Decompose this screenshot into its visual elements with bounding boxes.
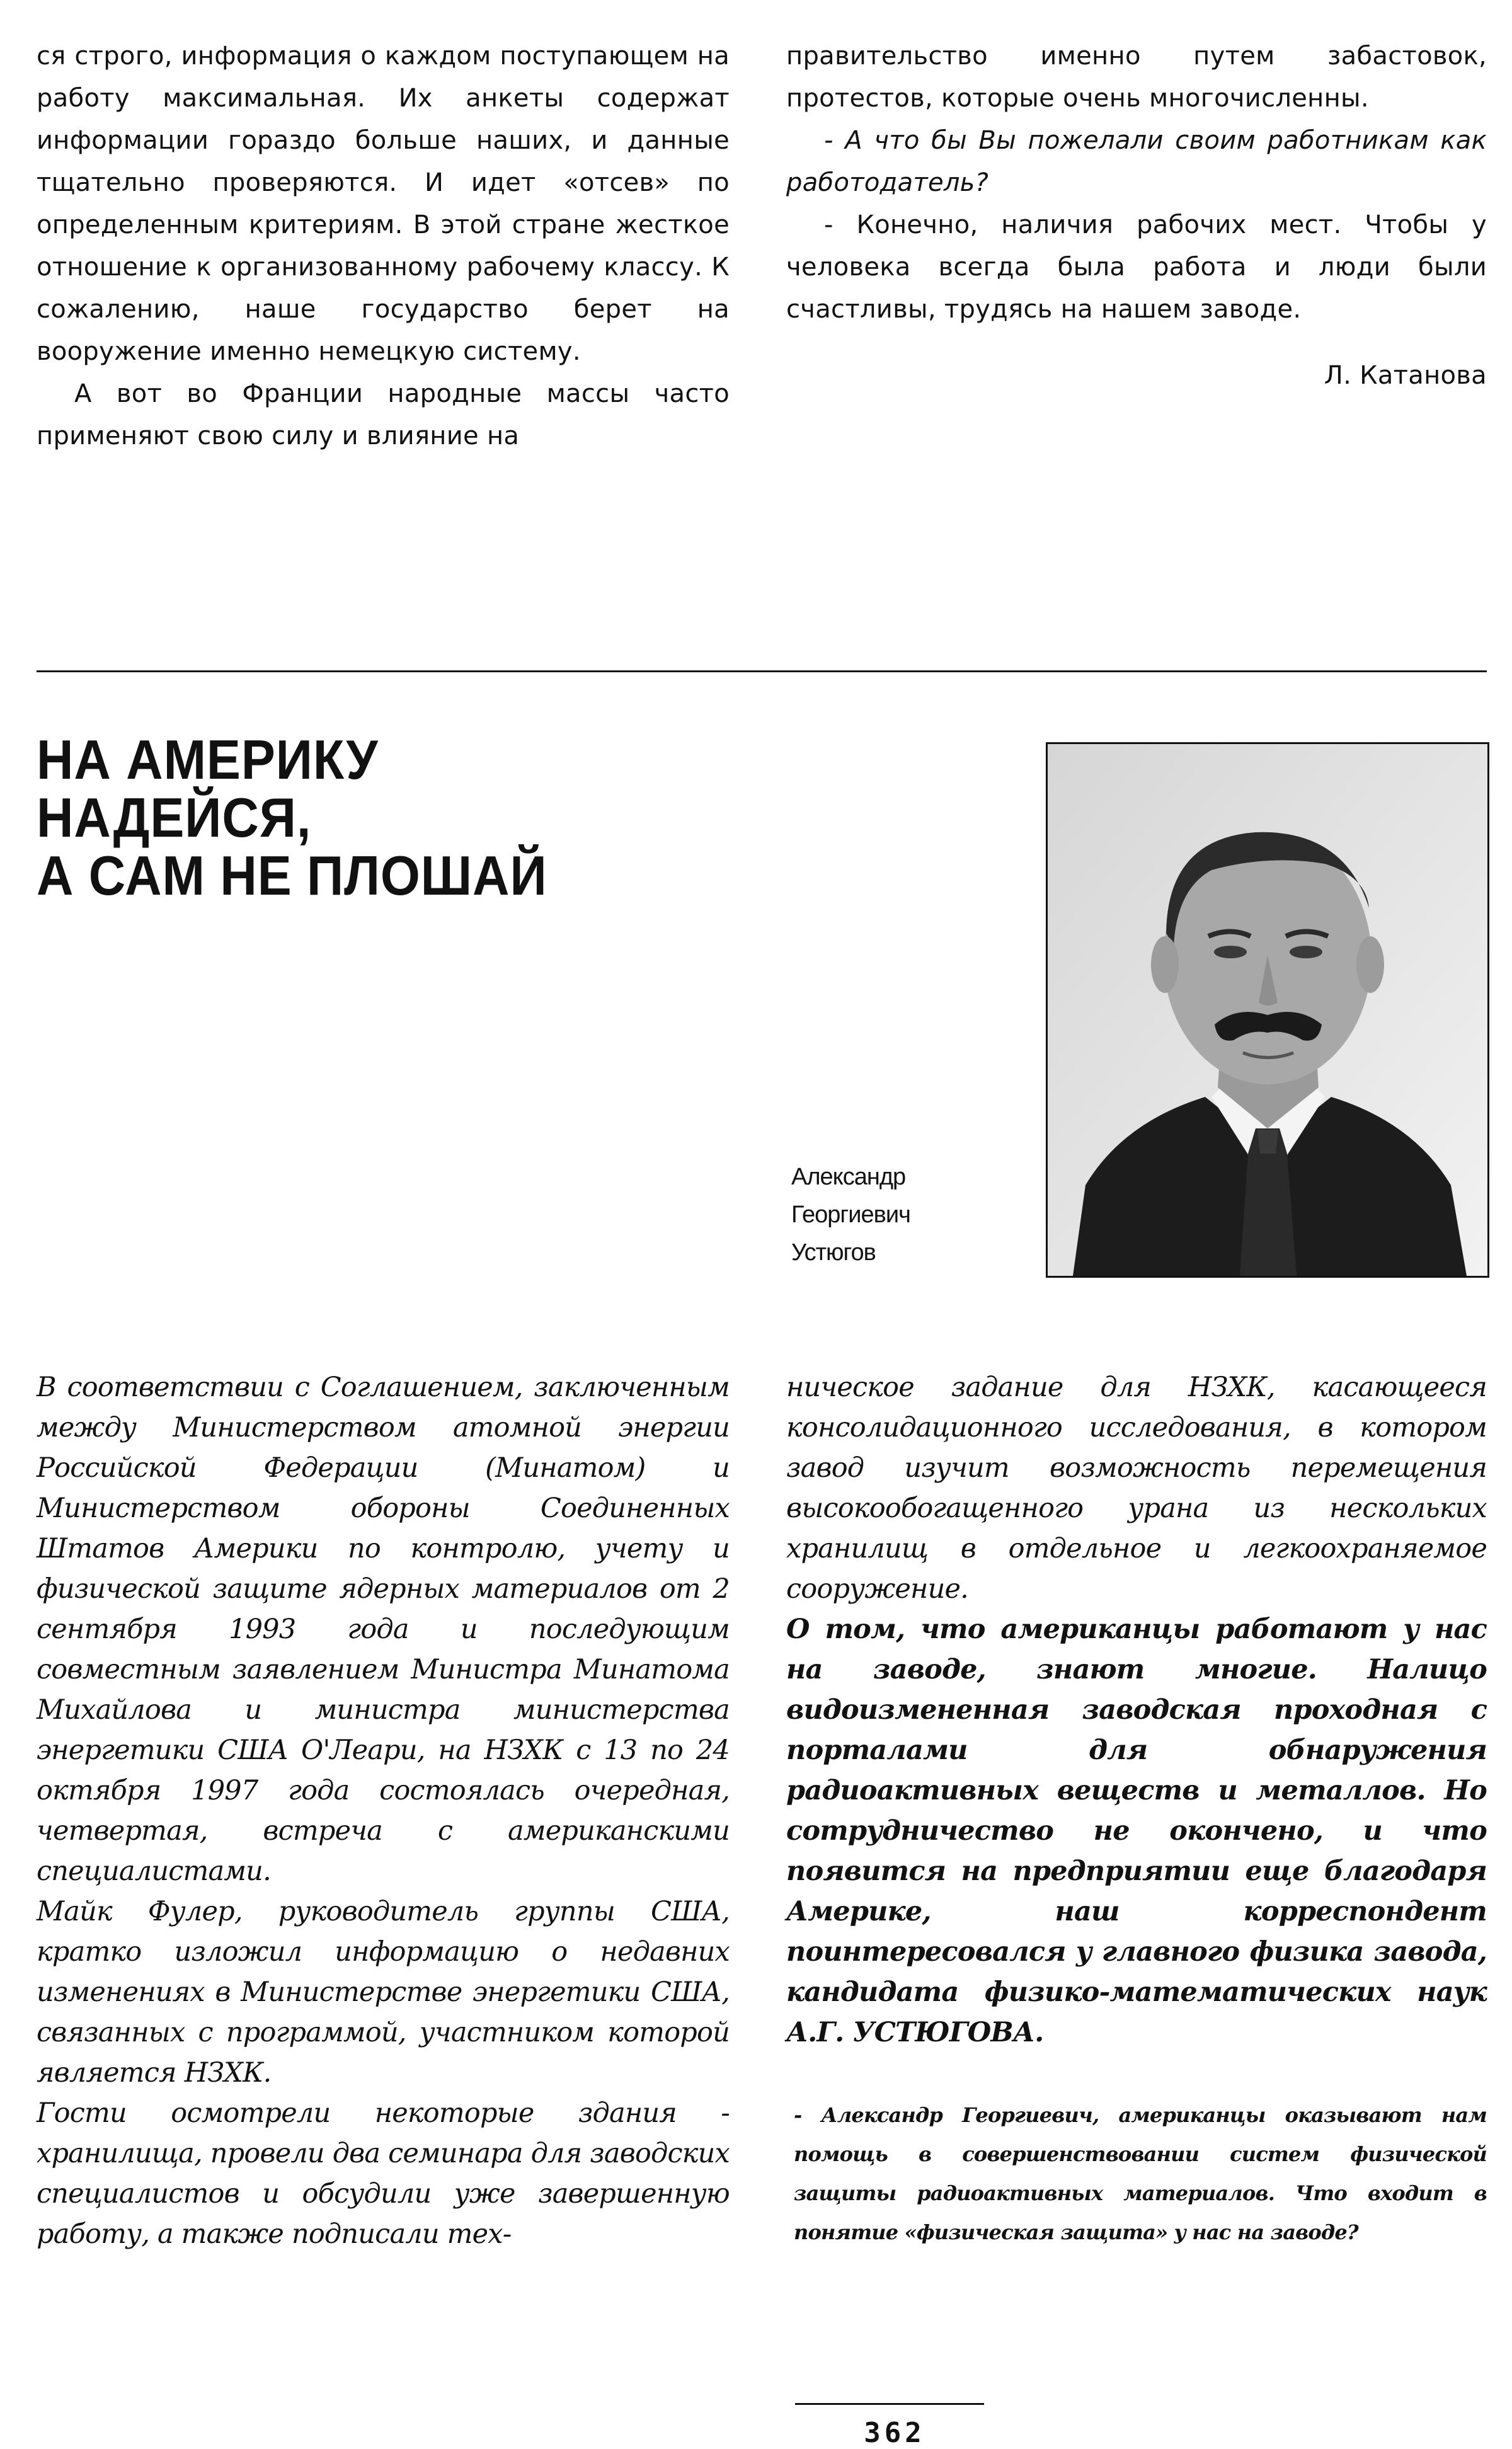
headline-line-3: А САМ НЕ ПЛОШАЙ (37, 844, 547, 907)
top-left-paragraph-1: ся строго, информация о каждом поступающем на работу максимальная. Их анкеты содержат информации гораздо больше наших, и данные тщательно проверяются. И идет «отсев» по определенным критериям. В этой стране жесткое отношение к организованному рабочему классу. К сожалению, наше государство берет на вооружение именно немецкую систему. (37, 42, 730, 366)
top-left-paragraph-2: А вот во Франции народные массы часто применяют свою силу и влияние на (37, 379, 730, 450)
section-divider (37, 670, 1487, 672)
portrait-photo (1046, 742, 1489, 1278)
caption-line-3: Устюгов (791, 1239, 876, 1266)
top-right-question: - А что бы Вы пожелали своим работникам как работодатель? (786, 126, 1487, 197)
top-right-column (786, 35, 1487, 397)
lead-paragraph-4: ническое задание для НЗХК, касающееся консолидационного исследования, в котором завод изучит возможность перемещения высокообогащенного урана из нескольких хранилищ в отдельное и легкоохраняемое сооружение. (786, 1372, 1487, 1605)
headline-line-2: НАДЕЙСЯ, (37, 786, 312, 849)
portrait-illustration (1048, 744, 1487, 1276)
caption-line-2: Георгиевич (791, 1202, 910, 1228)
page-number: 362 (864, 2417, 925, 2449)
interview-question: - Александр Георгиевич, американцы оказывают нам помощь в совершенствовании систем физической защиты радиоактивных материалов. Что входит в понятие «физическая защита» у нас на заводе? (794, 2103, 1487, 2244)
interview-question-block (794, 2096, 1487, 2252)
lead-paragraph-3: Гости осмотрели некоторые здания - хранилища, провели два семинара для заводских специалистов и обсудили уже завершенную работу, а также подписали тех- (37, 2097, 730, 2250)
headline-line-1: НА АМЕРИКУ (37, 728, 379, 791)
top-right-answer: - Конечно, наличия рабочих мест. Чтобы у человека всегда была работа и люди были счастливы, трудясь на нашем заводе. (786, 210, 1487, 324)
lead-left-column (37, 1367, 730, 2254)
article-headline (37, 728, 547, 907)
photo-caption (791, 1158, 1031, 1271)
top-left-column (37, 35, 730, 457)
lead-right-column (786, 1367, 1487, 2053)
lead-paragraph-1: В соответствии с Соглашением, заключенным между Министерством атомной энергии Российской Федерации (Минатом) и Министерством обороны Соединенных Штатов Америки по контролю, учету и физической защите ядерных материалов от 2 сентября 1993 года и последующим совместным заявлением Министра Минатома Михайлова и министра министерства энергетики США О'Леари, на НЗХК с 13 по 24 октября 1997 года состоялась очередная, четвертая, встреча с американскими специалистами. (37, 1372, 730, 1887)
page-number-rule (795, 2403, 984, 2405)
lead-paragraph-2: Майк Фулер, руководитель группы США, кратко изложил информацию о недавних изменениях в Министерстве энергетики США, связанных с программой, участником которой является НЗХК. (37, 1896, 730, 2089)
author-signature: Л. Катанова (1324, 361, 1487, 390)
top-right-intro: правительство именно путем забастовок, протестов, которые очень многочисленны. (786, 42, 1487, 113)
caption-line-1: Александр (791, 1164, 906, 1190)
lead-paragraph-5: О том, что американцы работают у нас на заводе, знают многие. Налицо видоизмененная заводская проходная с порталами для обнаружения радиоактивных веществ и металлов. Но сотрудничество не окончено, и что появится на предприятии еще благодаря Америке, наш корреспондент поинтересовался у главного физика завода, кандидата физико-математических наук А.Г. УСТЮГОВА. (786, 1614, 1487, 2048)
